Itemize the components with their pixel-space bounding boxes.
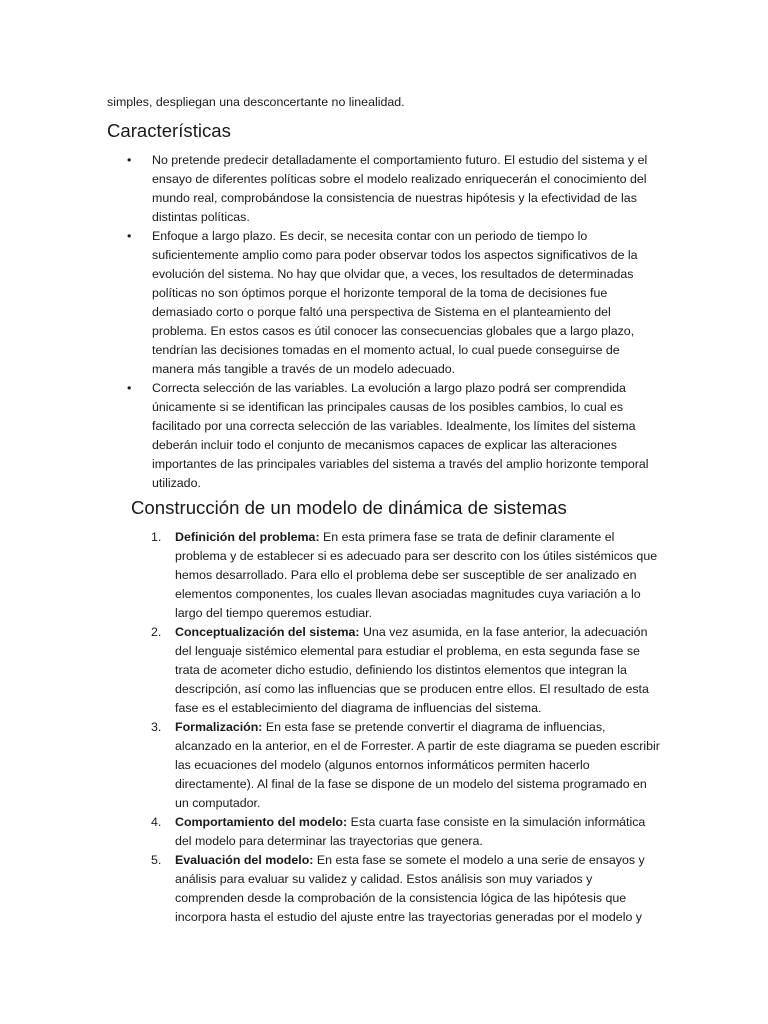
list-item bbox=[107, 379, 659, 493]
list-item bbox=[131, 813, 661, 851]
step-number: 4. bbox=[151, 815, 162, 829]
step-text: En esta primera fase se trata de definir claramente el problema y de establecer si es adecuado para ser descrito con los útiles sistémicos que hemos desarrollado. Para ello el problema debe ser susceptible de ser analizado en elementos componentes, los cuales llevan asociadas magnitudes cuya variación a lo largo del tiempo queremos estudiar. bbox=[175, 530, 658, 620]
step-text: En esta fase se somete el modelo a una serie de ensayos y análisis para evaluar su validez y calidad. Estos análisis son muy variados y comprenden desde la comprobación de la consistencia lógica de las hipótesis que incorpora hasta el estudio del ajuste entre las trayectorias generadas por el modelo y bbox=[175, 853, 645, 924]
list-item bbox=[107, 227, 659, 379]
list-item bbox=[107, 151, 659, 227]
step-text: Una vez asumida, en la fase anterior, la adecuación del lenguaje sistémico elemental para estudiar el problema, en esta segunda fase se trata de acometer dicho estudio, definiendo los distintos elementos que integran la descripción, así como las influencias que se producen entre ellos. El resultado de esta fase es el establecimiento del diagrama de influencias del sistema. bbox=[175, 625, 649, 715]
step-number: 2. bbox=[151, 625, 162, 639]
list-item bbox=[131, 718, 661, 813]
characteristics-list bbox=[107, 151, 659, 493]
characteristics-heading: Características bbox=[107, 120, 231, 141]
list-item-text: Correcta selección de las variables. La evolución a largo plazo podrá ser comprendida únicamente si se identifican las principales causas de los posibles cambios, lo cual es facilitado por una correcta selección de las variables. Idealmente, los límites del sistema deberán incluir todo el conjunto de mecanismos capaces de explicar las alteraciones importantes de las principales variables del sistema a través del amplio horizonte temporal utilizado. bbox=[152, 381, 649, 490]
step-number: 1. bbox=[151, 530, 162, 544]
list-item-text: Enfoque a largo plazo. Es decir, se necesita contar con un periodo de tiempo lo suficientemente amplio como para poder observar todos los aspectos significativos de la evolución del sistema. No hay que olvidar que, a veces, los resultados de determinadas políticas no son óptimos porque el horizonte temporal de la toma de decisiones fue demasiado corto o porque faltó una perspectiva de Sistema en el planteamiento del problema. En estos casos es útil conocer las consecuencias globales que a largo plazo, tendrían las decisiones tomadas en el momento actual, lo cual puede conseguirse de manera más tangible a través de un modelo adecuado. bbox=[152, 229, 638, 376]
list-item bbox=[131, 851, 661, 927]
step-number: 3. bbox=[151, 720, 162, 734]
bullet-icon: • bbox=[127, 381, 132, 395]
step-title: Evaluación del modelo: bbox=[175, 853, 314, 867]
step-title: Comportamiento del modelo: bbox=[175, 815, 348, 829]
list-item bbox=[131, 623, 661, 718]
list-item bbox=[131, 528, 661, 623]
construction-steps-list bbox=[131, 528, 661, 927]
step-title: Definición del problema: bbox=[175, 530, 320, 544]
list-item-text: No pretende predecir detalladamente el comportamiento futuro. El estudio del sistema y el ensayo de diferentes políticas sobre el modelo realizado enriquecerán el conocimiento del mundo real, comprobándose la consistencia de nuestras hipótesis y la efectividad de las distintas políticas. bbox=[152, 153, 648, 224]
step-number: 5. bbox=[151, 853, 162, 867]
bullet-icon: • bbox=[127, 229, 132, 243]
step-text: En esta fase se pretende convertir el diagrama de influencias, alcanzado en la anterior, en el de Forrester. A partir de este diagrama se pueden escribir las ecuaciones del modelo (algunos entornos informáticos permiten hacerlo directamente). Al final de la fase se dispone de un modelo del sistema programado en un computador. bbox=[175, 720, 660, 810]
step-title: Conceptualización del sistema: bbox=[175, 625, 360, 639]
intro-paragraph: simples, despliegan una desconcertante no linealidad. bbox=[107, 95, 405, 109]
step-text: Esta cuarta fase consiste en la simulación informática del modelo para determinar las trayectorias que genera. bbox=[175, 815, 646, 848]
step-title: Formalización: bbox=[175, 720, 263, 734]
construction-heading: Construcción de un modelo de dinámica de sistemas bbox=[131, 497, 567, 518]
bullet-icon: • bbox=[127, 153, 132, 167]
